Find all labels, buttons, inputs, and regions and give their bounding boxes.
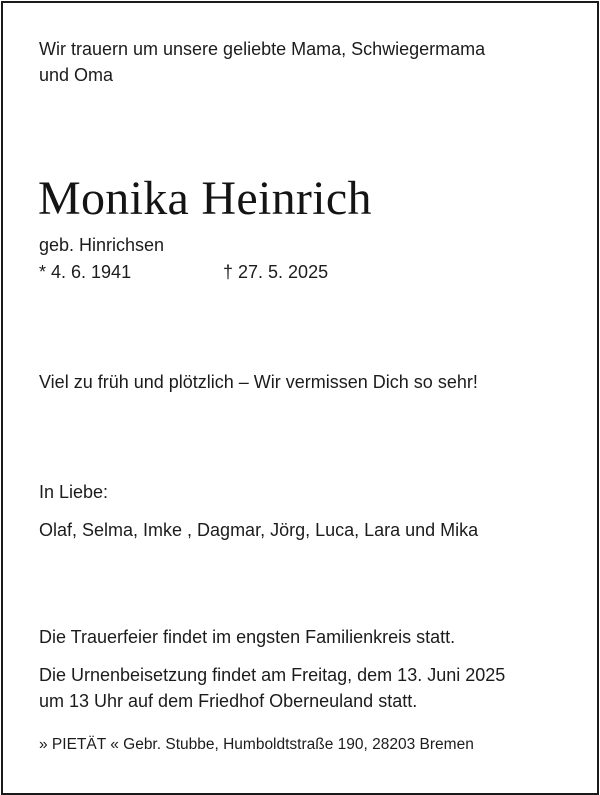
burial-line-2: um 13 Uhr auf dem Friedhof Oberneuland statt. bbox=[39, 691, 418, 711]
birth-date: * 4. 6. 1941 bbox=[39, 262, 132, 282]
motto-text: Viel zu früh und plötzlich – Wir vermissen Dich so sehr! bbox=[39, 372, 478, 392]
undertaker-info: » PIETÄT « Gebr. Stubbe, Humboldtstraße 190, 28203 Bremen bbox=[39, 736, 474, 753]
burial-info bbox=[39, 662, 505, 714]
death-date: † 27. 5. 2025 bbox=[223, 262, 329, 282]
in-love-label: In Liebe: bbox=[39, 482, 109, 502]
intro-line-2: und Oma bbox=[39, 65, 114, 85]
burial-line-1: Die Urnenbeisetzung findet am Freitag, dem 13. Juni 2025 bbox=[39, 665, 506, 685]
deceased-name: Monika Heinrich bbox=[38, 172, 372, 225]
intro-line-1: Wir trauern um unsere geliebte Mama, Schwiegermama bbox=[39, 39, 486, 59]
family-names: Olaf, Selma, Imke , Dagmar, Jörg, Luca, Lara und Mika bbox=[39, 520, 479, 540]
life-dates bbox=[39, 259, 439, 285]
intro-text bbox=[39, 36, 485, 88]
maiden-name: geb. Hinrichsen bbox=[39, 235, 165, 255]
ceremony-info: Die Trauerfeier findet im engsten Familienkreis statt. bbox=[39, 627, 456, 647]
